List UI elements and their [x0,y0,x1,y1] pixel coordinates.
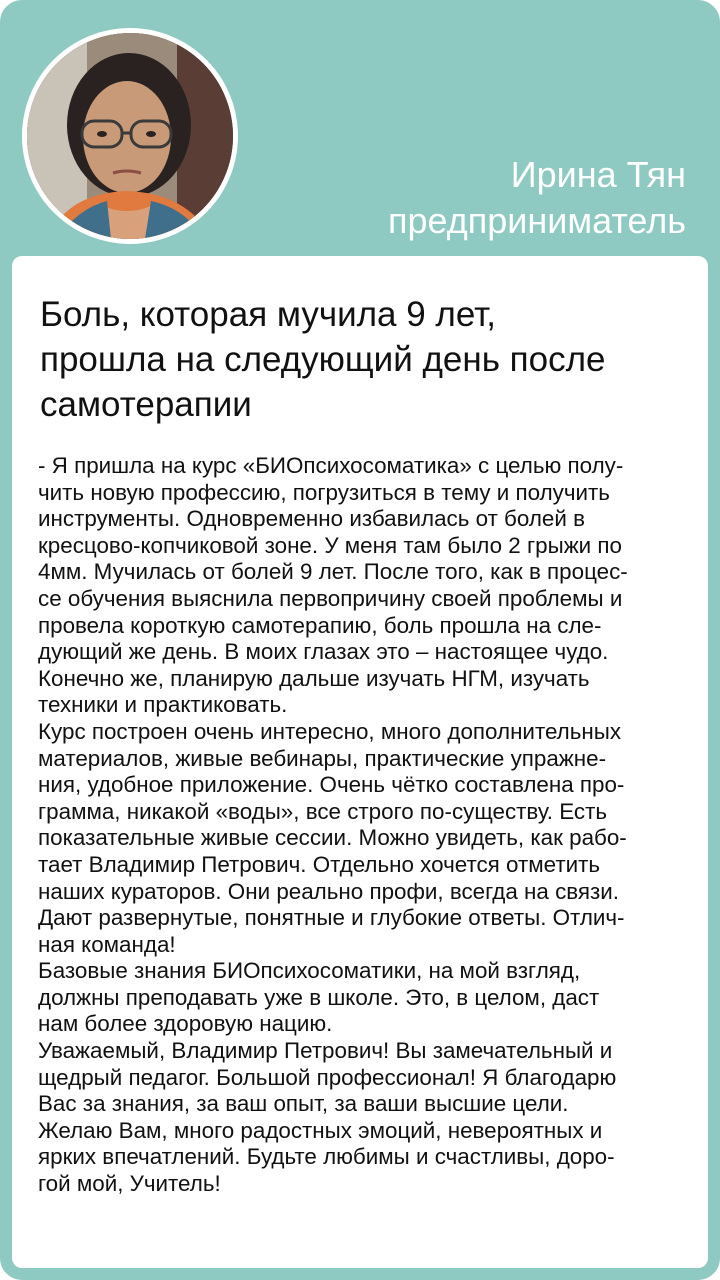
text-line: Уважаемый, Владимир Петрович! Вы замечательный и [38,1038,613,1064]
text-line: Конечно же, планирую дальше изучать НГМ, изучать [38,665,590,691]
text-line: наших кураторов. Они реально профи, всегда на связи. [38,878,620,904]
text-line: щедрый педагог. Большой профессионал! Я благодарю [38,1064,617,1090]
avatar [22,28,238,244]
text-line: нам более здоровую нацию. [38,1011,333,1037]
text-line: показательные живые сессии. Можно увидеть, как рабо- [38,825,627,851]
text-line: Желаю Вам, много радостных эмоций, невероятных и [38,1117,603,1143]
headline-line: прошла на следующий день после [40,340,606,379]
text-line: провела короткую самотерапию, боль прошла на сле- [38,612,602,638]
text-line: техники и практиковать. [38,692,288,718]
text-line: кресцово-копчиковой зоне. У меня там было 2 грыжи по [38,532,622,558]
text-line: Дают развернутые, понятные и глубокие ответы. Отлич- [38,905,625,931]
text-line: гой мой, Учитель! [38,1171,221,1197]
text-line: материалов, живые вебинары, практические упражне- [38,745,607,771]
testimonial-text [38,453,698,1198]
person-role: предприниматель [387,200,686,241]
text-line: Вас за знания, за ваш опыт, за ваши высшие цели. [38,1091,569,1117]
text-line: се обучения выяснила первопричину своей проблемы и [38,585,623,611]
text-line: ния, удобное приложение. Очень чётко составлена про- [38,772,625,798]
headline-line: Боль, которая мучила 9 лет, [40,295,497,334]
text-line: ярких впечатлений. Будьте любимы и счастливы, доро- [38,1144,615,1170]
person-info [388,152,686,244]
text-line: ная команда! [38,931,176,957]
content-panel [12,256,708,1280]
text-line: 4мм. Мучилась от болей 9 лет. После того, как в процес- [38,559,628,585]
person-name: Ирина Тян [510,154,686,195]
text-line: Базовые знания БИОпсихосоматики, на мой взгляд, [38,958,581,984]
headline [40,292,690,427]
card-header [12,12,708,256]
text-line: инструменты. Одновременно избавилась от болей в [38,506,585,532]
headline-line: самотерапии [40,385,252,424]
text-line: тает Владимир Петрович. Отдельно хочется отметить [38,851,601,877]
text-line: грамма, никакой «воды», все строго по-существу. Есть [38,798,608,824]
text-line: должны преподавать уже в школе. Это, в целом, даст [38,984,600,1010]
text-line: чить новую профессию, погрузиться в тему и получить [38,479,610,505]
avatar-photo [27,33,233,239]
text-line: Курс построен очень интересно, много дополнительных [38,718,622,744]
text-line: дующий же день. В моих глазах это – настоящее чудо. [38,639,609,665]
text-line: - Я пришла на курс «БИОпсихосоматика» с целью полу- [38,453,624,478]
